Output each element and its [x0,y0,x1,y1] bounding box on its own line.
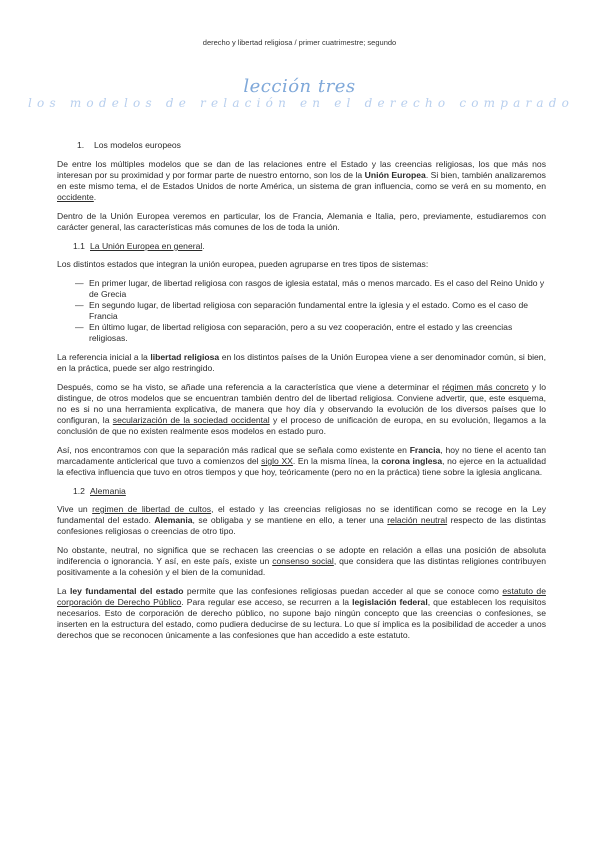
paragraph-4: La referencia inicial a la libertad religiosa en los distintos países de la Unión Europea viene a ser denominador común, si bien, en la práctica, puede ser algo restringido. [57,352,546,373]
dash-bullet-icon: — [75,278,84,288]
lesson-title: lección tres [243,76,356,97]
page-header: derecho y libertad religiosa / primer cuatrimestre; segundo [202,38,397,47]
document-body [57,140,546,649]
section-label: Los modelos europeos [94,140,181,150]
systems-list [57,278,546,344]
section-number: 1. [77,140,85,150]
lesson-subtitle: los modelos de relación en el derecho comparado [28,96,575,110]
subsection-number: 1.1 [73,241,85,251]
paragraph-1: De entre los múltiples modelos que se dan de las relaciones entre el Estado y las creencias religiosas, los que más nos interesan por su proximidad y por formar parte de nuestro entorno, son los de la Unión Europea. Si bien, también analizaremos en este mismo tema, el de Estados Unidos de norte América, un sistema de gran influencia, como se verá en su momento, en occidente. [57,159,546,202]
list-item: — En segundo lugar, de libertad religiosa con separación fundamental entre la iglesia y el estado. Como es el caso de Francia [75,300,529,321]
dash-bullet-icon: — [75,322,84,332]
paragraph-5: Después, como se ha visto, se añade una referencia a la característica que viene a determinar el régimen más concreto y lo distingue, de otros modelos que se encuentran también dentro del de libertad religiosa. Conviene advertir, que, este esquema, no es si no una herramienta explicativa, de manera que hoy día y observando la evolución de los diversos países que lo configuran, la secularización de la sociedad occidental y el proceso de unificación de europa, en su evolución, llegamos a la conclusión de que no existen realmente esos modelos en estado puro. [57,382,547,436]
dash-bullet-icon: — [75,300,84,310]
subsection-number: 1.2 [73,486,85,496]
section-heading-1 [57,140,546,151]
paragraph-7: Vive un regimen de libertad de cultos, el estado y las creencias religiosas no se identifican como se recoge en la Ley fundamental del estado. Alemania, se obligaba y se mantiene en ello, a tener una relación neutral respecto de las distintas confesiones religiosas o creencias de otro tipo. [57,504,546,536]
subsection-heading-1-1: 1.1 La Unión Europea en general. [73,241,205,251]
paragraph-2: Dentro de la Unión Europea veremos en particular, los de Francia, Alemania e Italia, pero, previamente, estudiaremos con carácter general, las características más comunes de los de toda la unión. [57,211,546,232]
paragraph-8: No obstante, neutral, no significa que se rechacen las creencias o se adopte en relación a ellas una posición de absoluta indiferencia o ignorancia. Y así, en este país, existe un consenso social, que considera que las distintas religiones contribuyen positivamente a la cohesión y el bien de la comunidad. [57,545,546,577]
subsection-label: Alemania [90,486,126,496]
paragraph-6: Así, nos encontramos con que la separación más radical que se señala como existente en Francia, hoy no tiene el acento tan marcadamente anticlerical que tuvo a comienzos del siglo XX. En la misma línea, la corona inglesa, no ejerce en la actualidad la efectiva influencia que tuvo en otros tiempos y que hoy, teóricamente (pero no en la práctica) tiene sobre la iglesia anglicana. [57,445,547,477]
list-item: — En último lugar, de libertad religiosa con separación, pero a su vez cooperación, entre el estado y las creencias religiosas. [75,322,513,343]
subsection-label: La Unión Europea en general [90,241,203,251]
paragraph-9: La ley fundamental del estado permite que las confesiones religiosas puedan acceder al que se conoce como estatuto de corporación de Derecho Público. Para regular ese acceso, se recurren a la legislación federal, que establecen los requisitos necesarios. Esto de corporación de derecho público, no supone bajo ningún concepto que las creencias o confesiones, se inserten en la estructura del estado, como pudiera deducirse de su lectura. Lo que sí implica es la posibilidad de acceder a unos derechos que se reconocen únicamente a las confesiones que han accedido a este estatuto. [57,586,547,640]
list-item: — En primer lugar, de libertad religiosa con rasgos de iglesia estatal, más o menos marcado. Es el caso del Reino Unido y de Grecia [75,278,545,299]
paragraph-3: Los distintos estados que integran la unión europea, pueden agruparse en tres tipos de sistemas: [57,259,429,269]
subsection-heading-1-2 [57,486,546,497]
